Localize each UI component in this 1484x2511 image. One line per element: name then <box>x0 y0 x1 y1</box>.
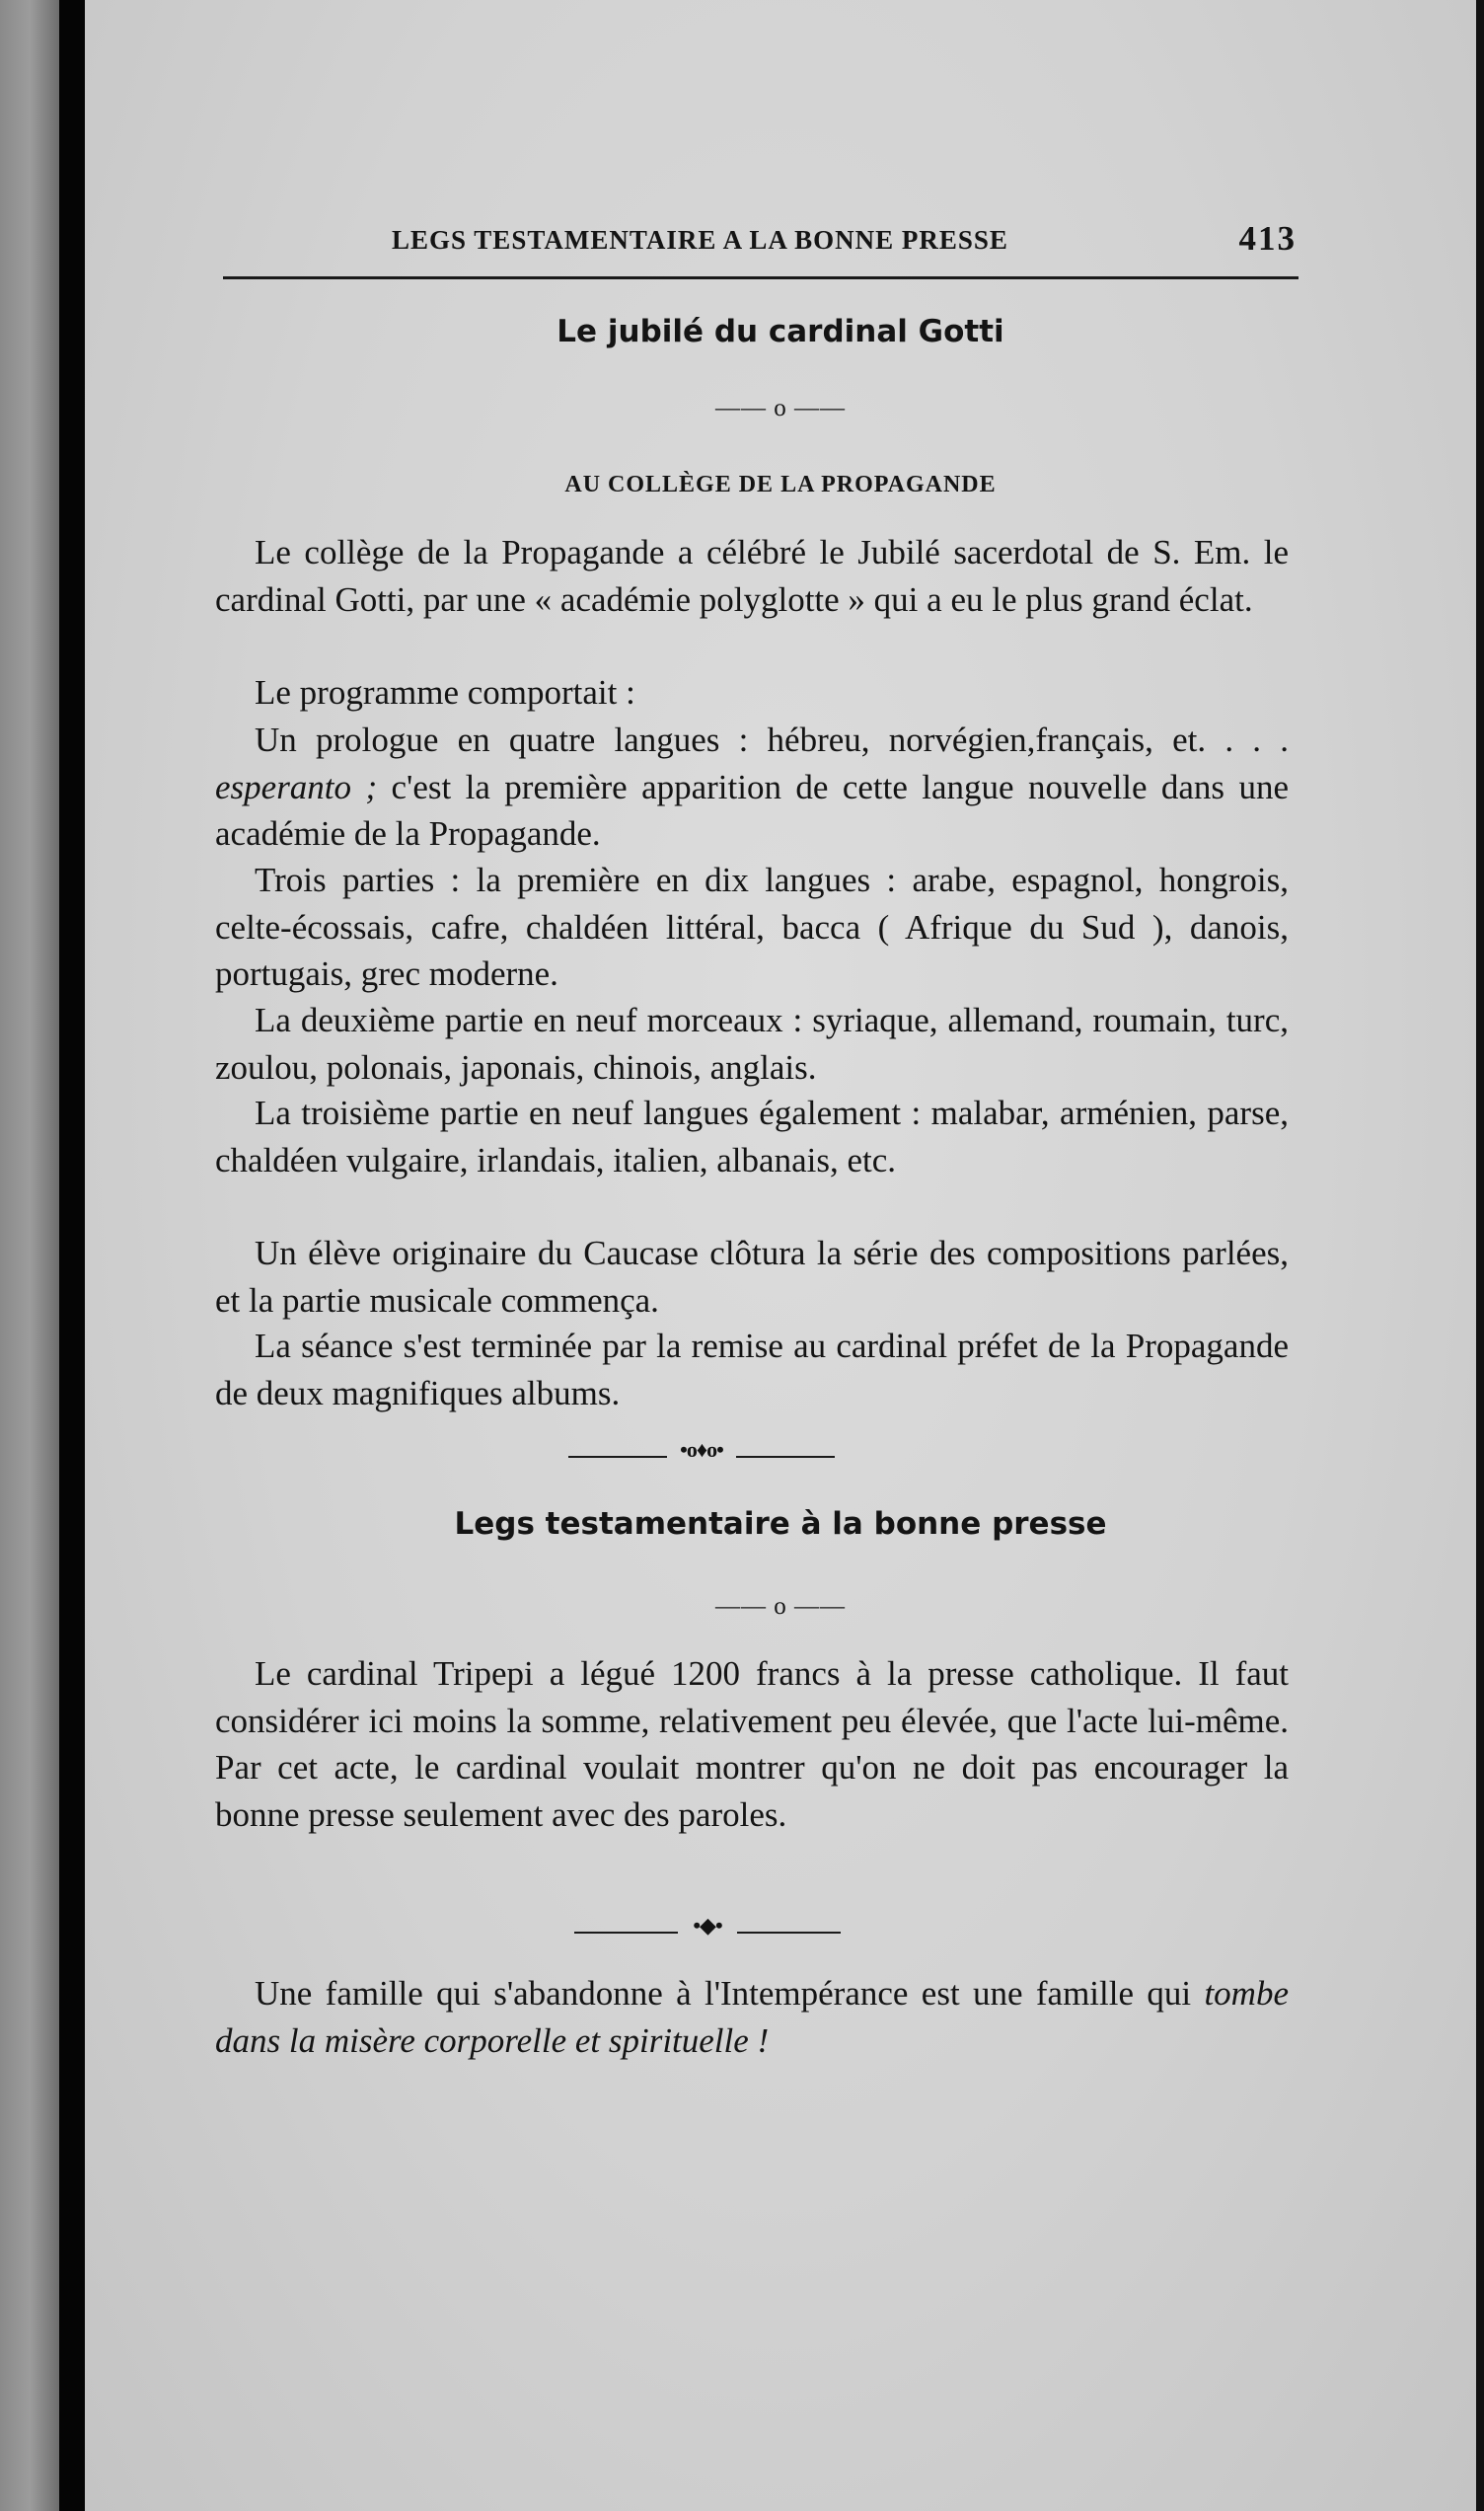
header-rule <box>223 276 1298 279</box>
ornament-1-glyph: •o♦o• <box>680 1437 723 1462</box>
closing-maxim <box>215 1970 1289 2064</box>
running-title: LEGS TESTAMENTAIRE A LA BONNE PRESSE <box>392 225 1008 255</box>
paragraph-3-text-a: Un prologue en quatre langues : hébreu, norvégien,français, et. . . . <box>255 721 1289 759</box>
article-subheading: AU COLLÈGE DE LA PROPAGANDE <box>564 472 997 497</box>
adjacent-page-edge <box>0 0 59 2511</box>
title-separator: —— o —— <box>715 395 846 421</box>
paragraph-8: La séance s'est terminée par la remise au cardinal préfet de la Propagande de deux magnifiques albums. <box>215 1327 1289 1412</box>
title-separator-2: —— o —— <box>715 1593 846 1620</box>
paragraph-6: La troisième partie en neuf langues également : malabar, arménien, parse, chaldéen vulgaire, irlandais, italien, albanais, etc. <box>215 1094 1289 1179</box>
closing-italic: tombe dans la misère corporelle et spirituelle ! <box>215 1974 1289 2060</box>
section-ornament-2 <box>574 1913 841 1946</box>
paragraph-7: Un élève originaire du Caucase clôtura la série des compositions parlées, et la partie musicale commença. <box>215 1234 1289 1320</box>
section-ornament-1 <box>568 1437 835 1471</box>
paragraph-1: Le collège de la Propagande a célébré le Jubilé sacerdotal de S. Em. le cardinal Gotti, par une « académie polyglotte » qui a eu le plus grand éclat. <box>215 533 1289 619</box>
paragraph-3-text-b: c'est la première apparition de cette langue nouvelle dans une académie de la Propagande. <box>215 767 1289 854</box>
running-header <box>223 217 1297 268</box>
paragraph-4: Trois parties : la première en dix langues : arabe, espagnol, hongrois, celte-écossais, cafre, chaldéen littéral, bacca ( Afrique du Sud ), danois, portugais, grec moderne. <box>215 861 1289 994</box>
scan-border <box>1476 0 1484 2511</box>
paragraph-2: Le programme comportait : <box>255 673 635 712</box>
paragraph-5: La deuxième partie en neuf morceaux : syriaque, allemand, roumain, turc, zoulou, polonais, japonais, chinois, anglais. <box>215 1001 1289 1087</box>
ornament-2-glyph: •◆• <box>693 1913 722 1938</box>
article-title-jubile: Le jubilé du cardinal Gotti <box>556 314 1004 349</box>
document-page <box>85 0 1476 2511</box>
page-number: 413 <box>1238 219 1297 258</box>
paragraph-3-italic: esperanto ; <box>215 767 378 806</box>
closing-text: Une famille qui s'abandonne à l'Intempérance est une famille qui <box>255 1974 1205 2013</box>
paragraph-legs: Le cardinal Tripepi a légué 1200 francs à la presse catholique. Il faut considérer ici moins la somme, relativement peu élevée, que l'acte lui-même. Par cet acte, le cardinal voulait montrer qu'on ne doit pas encourager la bonne presse seulement avec des paroles. <box>215 1654 1289 1834</box>
paragraph-3 <box>215 717 1289 858</box>
article-title-legs: Legs testamentaire à la bonne presse <box>454 1506 1107 1542</box>
book-gutter <box>59 0 85 2511</box>
